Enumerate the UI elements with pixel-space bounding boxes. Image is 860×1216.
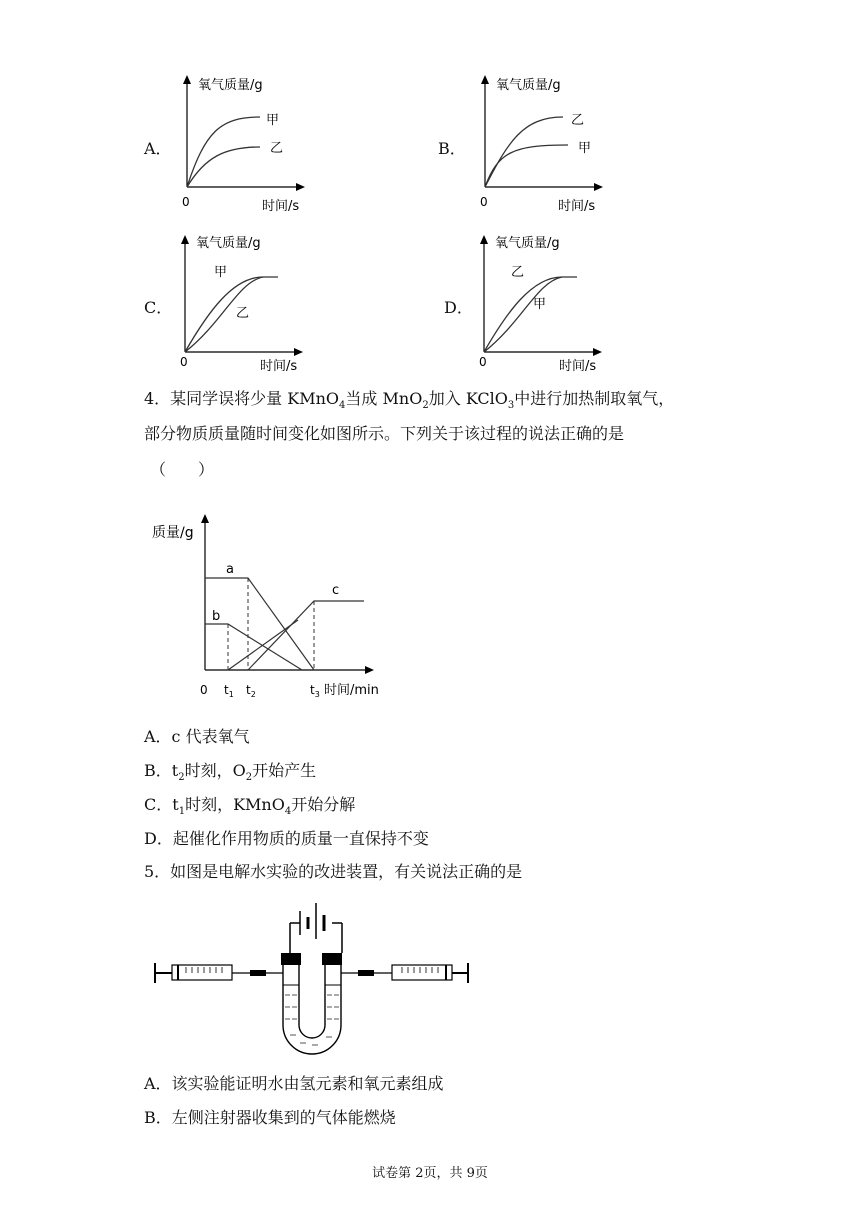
xlabel: 时间/s (262, 199, 300, 214)
q4-option-a: A．c 代表氧气 (144, 727, 250, 746)
q4-mass-time-graph (148, 510, 398, 705)
q4-option-b: B．$t_2$时刻，$O_2$开始产生 (144, 761, 317, 784)
label-a: a (226, 562, 234, 577)
option-d-label: D． (444, 298, 473, 317)
xlabel: 时间/min (324, 683, 379, 698)
origin: 0 (479, 355, 487, 369)
curve-label: 甲 (214, 265, 228, 280)
curve-b (205, 624, 302, 670)
curve-label: 乙 (571, 113, 585, 128)
option-b-label: B． (438, 139, 466, 158)
ylabel: 氧气质量/g (196, 236, 261, 251)
xlabel: 时间/s (260, 359, 298, 374)
graph-option-c (168, 232, 318, 377)
curve-label: 甲 (578, 141, 592, 156)
graph-option-d (467, 232, 617, 377)
q5-stem: 5．如图是电解水实验的改进装置，有关说法正确的是 (144, 862, 523, 881)
curve-label: 甲 (533, 297, 547, 312)
page-footer: 试卷第 2页，共 9页 (372, 1166, 488, 1181)
origin: 0 (200, 683, 208, 697)
origin: 0 (480, 195, 488, 209)
q4-stem-line1: 4．某同学误将少量 KMnO$_4$当成 MnO$_2$加入 KClO$_3$中进行加热制取氧气， (144, 389, 675, 412)
label-c: c (332, 583, 340, 598)
q5-option-b: B．左侧注射器收集到的气体能燃烧 (144, 1108, 396, 1127)
electrolysis-apparatus (150, 895, 480, 1060)
xlabel: 时间/s (558, 199, 596, 214)
curve-label: 乙 (511, 265, 525, 280)
curve-label: 甲 (266, 113, 280, 128)
origin: 0 (182, 195, 190, 209)
option-c-label: C． (144, 298, 173, 317)
tick-t3: $t_3$ (310, 683, 320, 699)
q4-answer-blank: （ ） (150, 460, 215, 479)
curve-rising (228, 620, 298, 670)
origin: 0 (180, 355, 188, 369)
curve-label: 乙 (270, 141, 284, 156)
tick-t2: $t_2$ (246, 683, 256, 699)
xlabel: 时间/s (559, 359, 597, 374)
graph-option-b (468, 72, 618, 217)
label-b: b (212, 609, 221, 624)
ylabel: 质量/g (152, 525, 194, 541)
ylabel: 氧气质量/g (496, 78, 561, 93)
tick-t1: $t_1$ (224, 683, 234, 699)
q4-option-d: D．起催化作用物质的质量一直保持不变 (144, 829, 429, 848)
ylabel: 氧气质量/g (198, 78, 263, 93)
option-a-label: A． (144, 139, 172, 158)
q4-stem-line2: 部分物质质量随时间变化如图所示。下列关于该过程的说法正确的是 (144, 424, 625, 443)
q4-option-c: C．$t_1$时刻，KMnO$_4$开始分解 (144, 795, 356, 818)
graph-option-a (170, 72, 320, 217)
curve-label: 乙 (236, 306, 250, 321)
ylabel: 氧气质量/g (495, 236, 560, 251)
q5-option-a: A．该实验能证明水由氢元素和氧元素组成 (144, 1074, 444, 1093)
